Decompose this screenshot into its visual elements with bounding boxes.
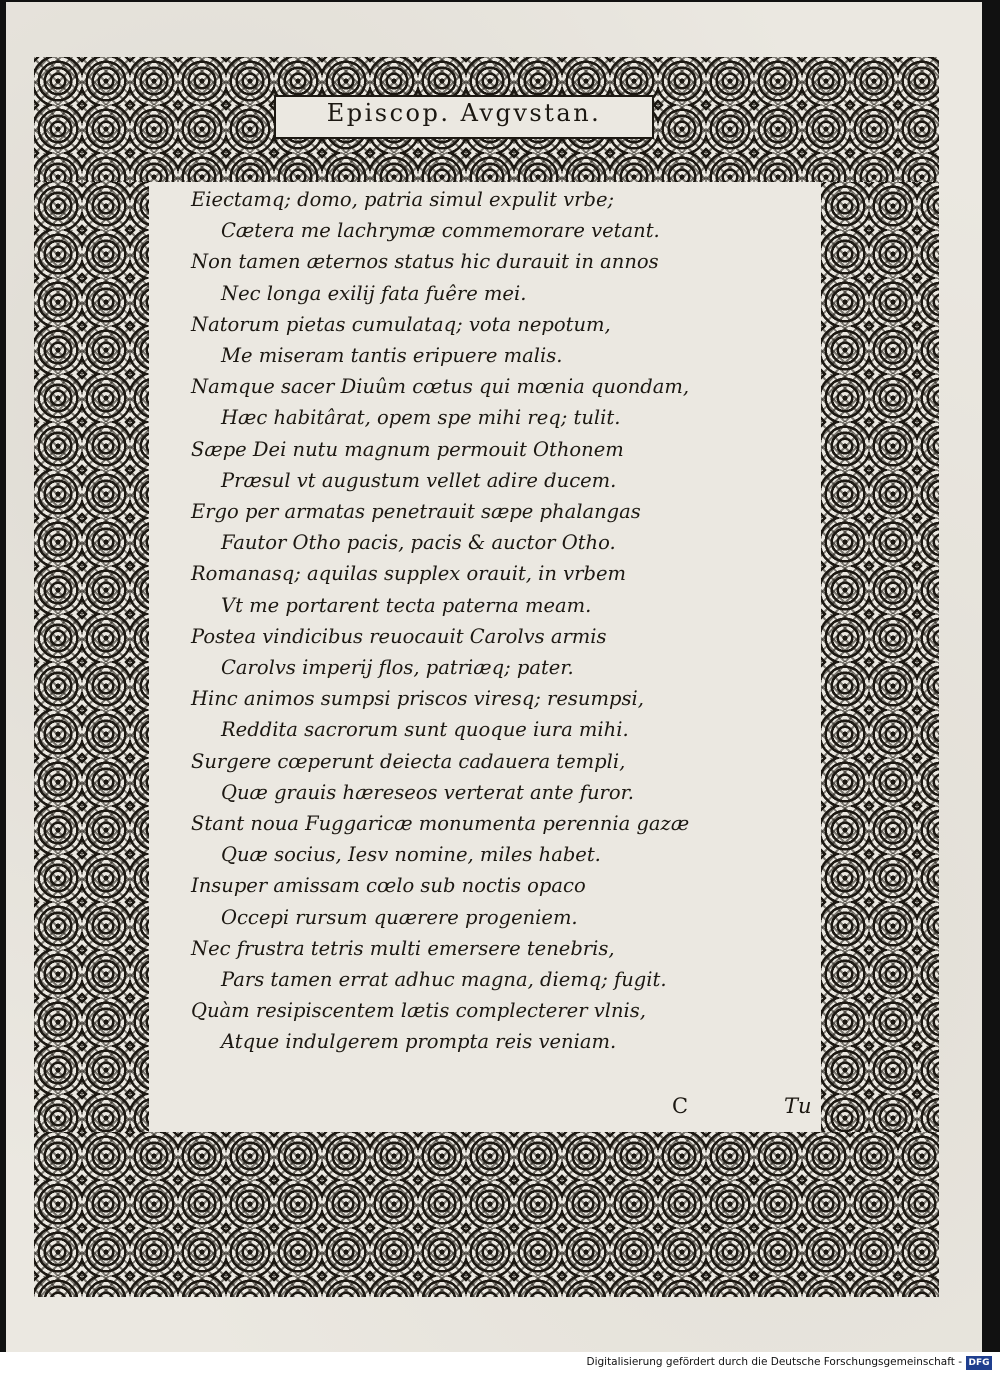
verse-line: Quàm resipiscentem lætis complecterer vlnis, [191, 999, 646, 1023]
ornamental-border-left [34, 182, 149, 1132]
verse-line: Præsul vt augustum vellet adire ducem. [221, 468, 617, 492]
ornamental-border-right [821, 182, 939, 1132]
dfg-logo: DFG [966, 1356, 992, 1370]
running-header: Episcop. Avgvstan. [326, 99, 602, 127]
verse-line: Nec frustra tetris multi emersere tenebris, [191, 936, 615, 960]
verse-line: Eiectamq; domo, patria simul expulit vrbe; [191, 188, 615, 211]
verse-line: Romanasq; aquilas supplex orauit, in vrbem [191, 562, 627, 586]
verse-line: Sæpe Dei nutu magnum permouit Othonem [191, 437, 624, 461]
verse-line: Stant noua Fuggaricæ monumenta perennia gazæ [191, 812, 690, 835]
verse-line: Fautor Otho pacis, pacis & auctor Otho. [221, 531, 616, 555]
verse-line: Postea vindicibus reuocauit Carolvs armis [191, 624, 607, 648]
verse-line: Natorum pietas cumulataq; vota nepotum, [191, 312, 611, 336]
catchword: Tu [784, 1094, 812, 1118]
verse-line: Me miseram tantis eripuere malis. [221, 344, 563, 367]
verse-line: Hinc animos sumpsi priscos viresq; resumpsi, [191, 687, 644, 711]
verse-line: Ergo per armatas penetrauit sæpe phalangas [191, 500, 641, 523]
verse-line: Atque indulgerem prompta reis veniam. [221, 1030, 617, 1054]
verse-line: Quæ grauis hæreseos verterat ante furor. [221, 780, 634, 804]
verse-line: Carolvs imperij flos, patriæq; pater. [221, 656, 574, 679]
ornamental-border-bottom [34, 1132, 939, 1297]
verse-line: Vt me portarent tecta paterna meam. [221, 593, 592, 617]
verse-line: Insuper amissam cœlo sub noctis opaco [191, 874, 586, 898]
text-panel [149, 182, 821, 1132]
verse-line: Non tamen æternos status hic durauit in annos [191, 250, 659, 274]
verse-line: Hæc habitârat, opem spe mihi req; tulit. [221, 406, 621, 430]
footer-credit: Digitalisierung gefördert durch die Deutsche Forschungsgemeinschaft - [586, 1356, 962, 1368]
verse-line: Cætera me lachrymæ commemorare vetant. [221, 219, 660, 243]
verse-line: Quæ socius, Iesv nomine, miles habet. [221, 843, 601, 867]
signature-mark: C [672, 1094, 689, 1118]
verse-line: Reddita sacrorum sunt quoque iura mihi. [221, 718, 629, 742]
book-page [6, 2, 982, 1352]
verse-line: Pars tamen errat adhuc magna, diemq; fugit. [221, 968, 667, 991]
verse-line: Surgere cœperunt deiecta cadauera templi, [191, 749, 626, 773]
verse-line: Nec longa exilij fata fuêre mei. [221, 281, 527, 305]
verse-line: Occepi rursum quærere progeniem. [221, 905, 578, 929]
verse-line: Namque sacer Diuûm cœtus qui mœnia quondam, [191, 375, 690, 399]
